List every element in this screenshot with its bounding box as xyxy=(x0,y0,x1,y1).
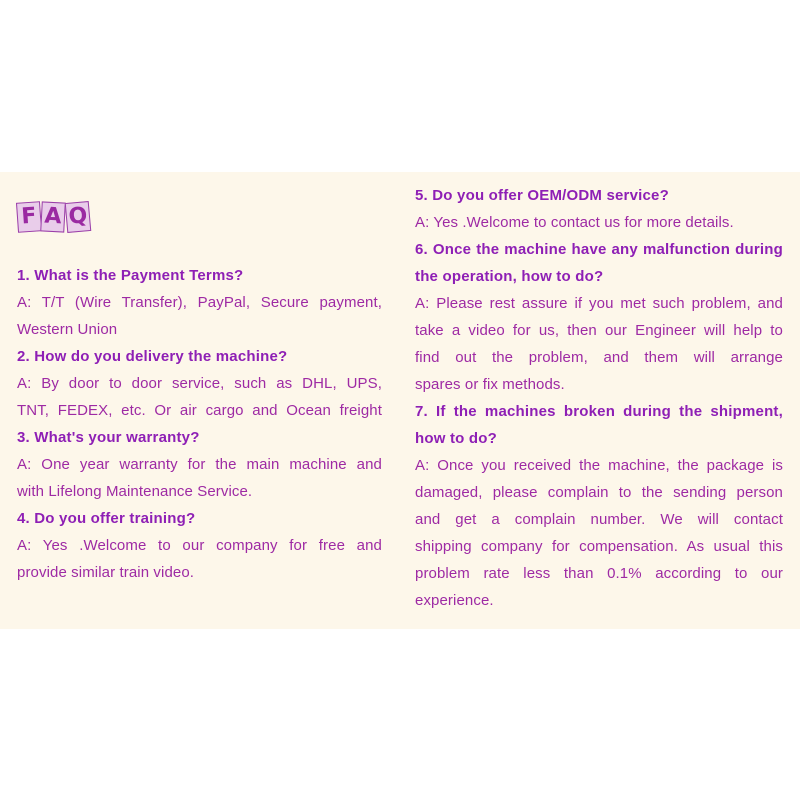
faq-answer-line: A: T/T (Wire Transfer), PayPal, Secure payment, xyxy=(17,294,382,311)
faq-answer-line: A: By door to door service, such as DHL, UPS, xyxy=(17,375,382,392)
faq-answer-line: spares or fix methods. xyxy=(415,376,565,393)
faq-question-line: 5. Do you offer OEM/ODM service? xyxy=(415,187,669,204)
faq-answer-line: A: Yes .Welcome to our company for free and xyxy=(17,537,382,554)
faq-logo-letter: F xyxy=(16,201,42,233)
faq-answer-line: TNT, FEDEX, etc. Or air cargo and Ocean freight xyxy=(17,402,382,419)
faq-question-line: how to do? xyxy=(415,430,497,447)
faq-answer-line: problem rate less than 0.1% according to our xyxy=(415,565,783,582)
faq-answer-line: provide similar train video. xyxy=(17,564,195,581)
faq-logo-letter: A xyxy=(40,201,66,232)
faq-question-line: 2. How do you delivery the machine? xyxy=(17,348,288,365)
faq-answer-line: shipping company for compensation. As usual this xyxy=(415,538,783,555)
faq-answer-line: A: Please rest assure if you met such problem, and xyxy=(415,295,783,312)
faq-question-line: 4. Do you offer training? xyxy=(17,510,196,527)
faq-answer-line: A: Once you received the machine, the package is xyxy=(415,457,783,474)
faq-logo-letter: Q xyxy=(65,201,92,233)
faq-question-line: 7. If the machines broken during the shipment, xyxy=(415,403,783,420)
faq-answer-line: A: One year warranty for the main machine and xyxy=(17,456,382,473)
faq-answer-line: and get a complain number. We will contact xyxy=(415,511,783,528)
faq-logo xyxy=(17,202,93,236)
faq-question-line: the operation, how to do? xyxy=(415,268,604,285)
faq-answer-line: Western Union xyxy=(17,321,118,338)
faq-panel xyxy=(0,172,800,629)
faq-answer-line: damaged, please complain to the sending person xyxy=(415,484,783,501)
faq-question-line: 1. What is the Payment Terms? xyxy=(17,267,244,284)
faq-answer-line: find out the problem, and them will arrange xyxy=(415,349,783,366)
faq-answer-line: experience. xyxy=(415,592,494,609)
faq-answer-line: with Lifelong Maintenance Service. xyxy=(17,483,253,500)
faq-answer-line: take a video for us, then our Engineer will help to xyxy=(415,322,783,339)
faq-answer-line: A: Yes .Welcome to contact us for more details. xyxy=(415,214,734,231)
faq-question-line: 6. Once the machine have any malfunction during xyxy=(415,241,783,258)
faq-question-line: 3. What's your warranty? xyxy=(17,429,200,446)
